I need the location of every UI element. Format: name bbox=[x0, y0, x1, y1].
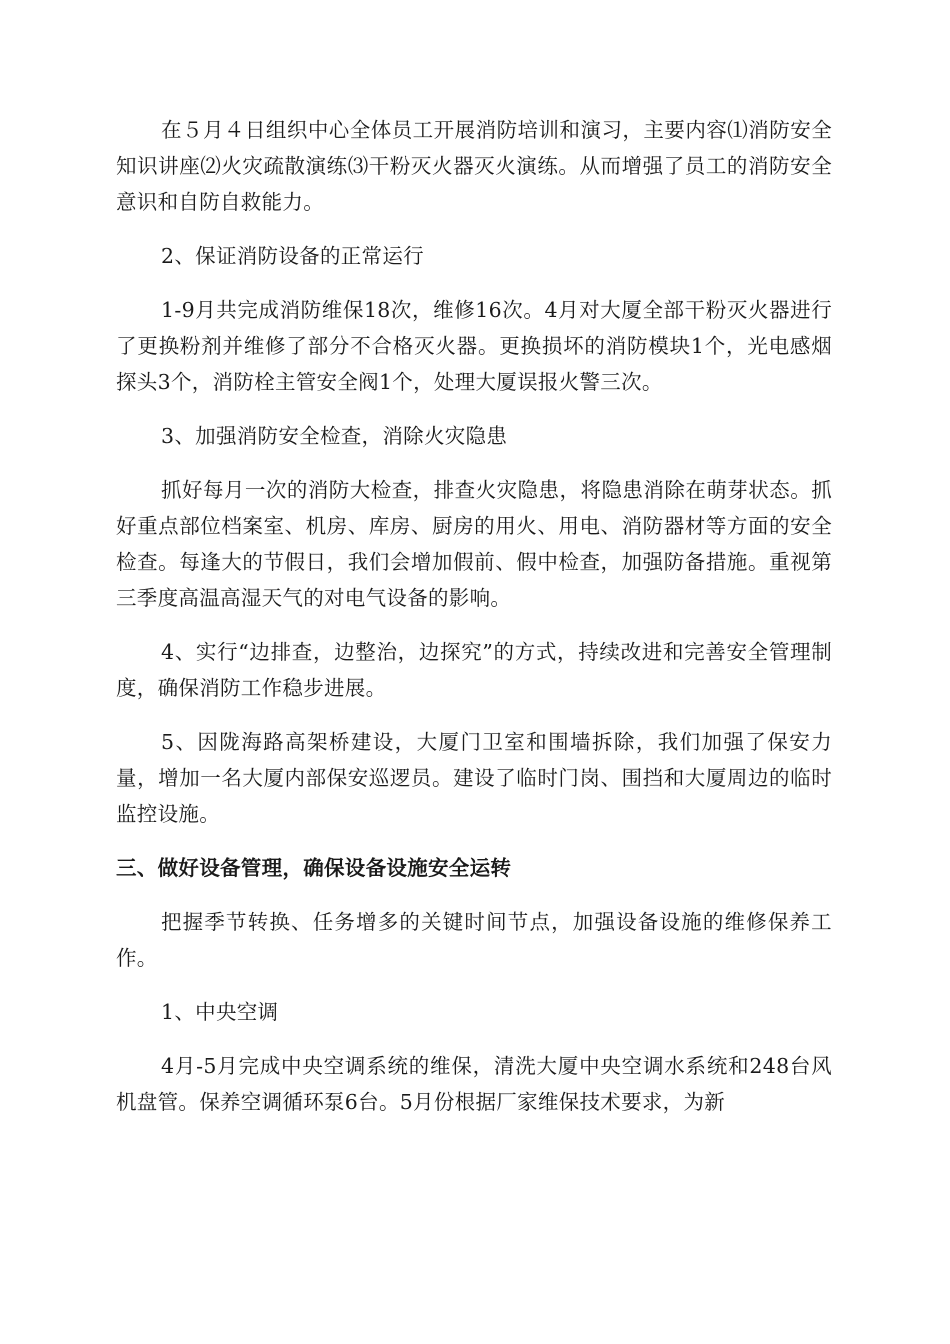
paragraph-security-guard: 5、因陇海路高架桥建设，大厦门卫室和围墙拆除，我们加强了保安力量，增加一名大厦内部保安巡逻员。建设了临时门岗、围挡和大厦周边的临时监控设施。 bbox=[116, 730, 832, 826]
section-heading-equipment-management: 三、做好设备管理，确保设备设施安全运转 bbox=[116, 856, 512, 880]
paragraph-improvement-approach: 4、实行“边排查，边整治，边探究”的方式，持续改进和完善安全管理制度，确保消防工作稳步进展。 bbox=[116, 640, 832, 700]
paragraph-seasonal-maintenance: 把握季节转换、任务增多的关键时间节点，加强设备设施的维修保养工作。 bbox=[116, 910, 832, 970]
subheading-safety-inspection: 3、加强消防安全检查，消除火灾隐患 bbox=[161, 424, 508, 448]
paragraph-monthly-inspection: 抓好每月一次的消防大检查，排查火灾隐患，将隐患消除在萌芽状态。抓好重点部位档案室、机房、库房、厨房的用火、用电、消防器材等方面的安全检查。每逢大的节假日，我们会增加假前、假中检查，加强防备措施。重视第三季度高温高湿天气的对电气设备的影响。 bbox=[116, 478, 832, 610]
paragraph-ac-maintenance: 4月-5月完成中央空调系统的维保，清洗大厦中央空调水系统和248台风机盘管。保养空调循环泵6台。5月份根据厂家维保技术要求，为新 bbox=[116, 1054, 832, 1114]
paragraph-maintenance-stats: 1-9月共完成消防维保18次，维修16次。4月对大厦全部干粉灭火器进行了更换粉剂并维修了部分不合格灭火器。更换损坏的消防模块1个，光电感烟探头3个，消防栓主管安全阀1个，处理大厦误报火警三次。 bbox=[116, 298, 832, 394]
paragraph-fire-training: 在５月４日组织中心全体员工开展消防培训和演习，主要内容⑴消防安全知识讲座⑵火灾疏散演练⑶干粉灭火器灭火演练。从而增强了员工的消防安全意识和自防自救能力。 bbox=[116, 118, 832, 214]
subheading-central-ac: 1、中央空调 bbox=[161, 1000, 279, 1024]
subheading-equipment-operation: 2、保证消防设备的正常运行 bbox=[161, 244, 424, 268]
document-page bbox=[116, 112, 832, 1138]
